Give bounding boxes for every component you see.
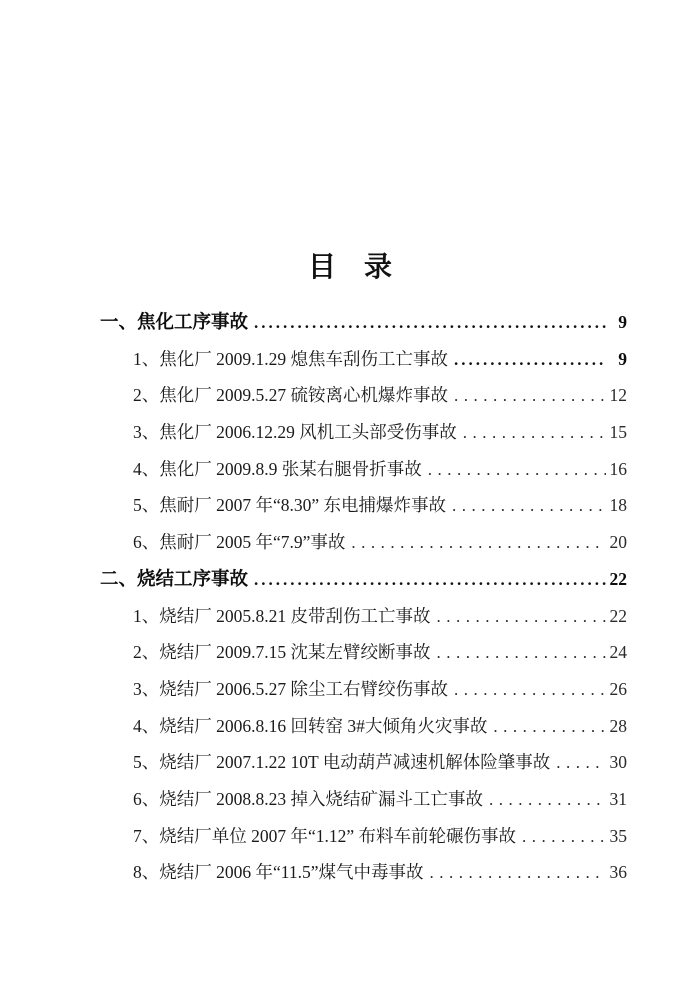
toc-entry-label: 1、烧结厂 2005.8.21 皮带刮伤工亡事故 — [133, 605, 431, 626]
toc-entry[interactable] — [100, 304, 627, 341]
toc-entry-label: 1、焦化厂 2009.1.29 熄焦车刮伤工亡事故 — [133, 348, 448, 369]
toc-page-number: 15 — [609, 422, 627, 443]
toc-page-number: 35 — [609, 825, 627, 846]
toc-entry-label: 二、烧结工序事故 — [100, 569, 249, 590]
toc-entry[interactable] — [100, 634, 627, 671]
toc-page-number: 24 — [609, 642, 627, 663]
toc-page-number: 20 — [609, 532, 627, 553]
toc-page-number: 36 — [609, 862, 627, 883]
toc-entry[interactable] — [100, 708, 627, 745]
toc-entry-label: 6、焦耐厂 2005 年“7.9”事故 — [133, 532, 346, 553]
toc-entry[interactable] — [100, 414, 627, 451]
toc-dot-leader — [437, 598, 607, 636]
toc-dot-leader — [454, 341, 606, 379]
toc-entry-label: 8、烧结厂 2006 年“11.5”煤气中毒事故 — [133, 862, 424, 883]
toc-dot-leader — [463, 414, 606, 452]
toc-entry[interactable] — [100, 341, 627, 378]
toc-entry-label: 3、烧结厂 2006.5.27 除尘工右臂绞伤事故 — [133, 678, 448, 699]
toc-dot-leader — [522, 818, 606, 856]
toc-page-number: 22 — [609, 605, 627, 626]
toc-dot-leader — [489, 781, 606, 819]
toc-entry-label: 2、烧结厂 2009.7.15 沈某左臂绞断事故 — [133, 642, 431, 663]
toc-entry-label: 2、焦化厂 2009.5.27 硫铵离心机爆炸事故 — [133, 385, 448, 406]
toc-entry[interactable] — [100, 487, 627, 524]
toc-entry[interactable] — [100, 671, 627, 708]
toc-page-number: 28 — [609, 715, 627, 736]
toc-entry[interactable] — [100, 598, 627, 635]
toc-entry[interactable] — [100, 781, 627, 818]
toc-dot-leader — [351, 524, 606, 562]
toc-entry[interactable] — [100, 377, 627, 414]
toc-entry-label: 6、烧结厂 2008.8.23 掉入烧结矿漏斗工亡事故 — [133, 788, 483, 809]
page-title: 目 录 — [307, 252, 392, 283]
toc-dot-leader — [254, 305, 606, 342]
toc-dot-leader — [428, 451, 606, 489]
toc-entry[interactable] — [100, 524, 627, 561]
toc-dot-leader — [452, 487, 606, 525]
toc-entry[interactable] — [100, 854, 627, 891]
toc-entry[interactable] — [100, 744, 627, 781]
toc-entry-label: 4、焦化厂 2009.8.9 张某右腿骨折事故 — [133, 458, 422, 479]
toc-list — [0, 304, 700, 891]
toc-page-number: 22 — [609, 568, 627, 589]
toc-page-number: 9 — [618, 312, 627, 332]
toc-page-number: 16 — [609, 458, 627, 479]
toc-entry[interactable] — [100, 818, 627, 855]
toc-entry[interactable] — [100, 561, 627, 598]
toc-entry-label: 5、烧结厂 2007.1.22 10T 电动葫芦减速机解体险肇事故 — [133, 752, 551, 773]
toc-entry[interactable] — [100, 451, 627, 488]
toc-entry-label: 4、烧结厂 2006.8.16 回转窑 3#大倾角火灾事故 — [133, 715, 488, 736]
toc-entry-label: 5、焦耐厂 2007 年“8.30” 东电捕爆炸事故 — [133, 495, 447, 516]
toc-page-number: 30 — [609, 752, 627, 773]
toc-dot-leader — [556, 744, 606, 782]
toc-page-number: 18 — [609, 495, 627, 516]
toc-dot-leader — [493, 708, 606, 746]
toc-entry-label: 7、烧结厂单位 2007 年“1.12” 布料车前轮碾伤事故 — [133, 825, 517, 846]
toc-entry-label: 3、焦化厂 2006.12.29 风机工头部受伤事故 — [133, 422, 457, 443]
toc-entry-label: 一、焦化工序事故 — [100, 313, 249, 333]
toc-page-number: 9 — [618, 348, 627, 369]
toc-page-number: 26 — [609, 678, 627, 699]
toc-dot-leader — [430, 854, 606, 892]
toc-dot-leader — [454, 671, 606, 709]
toc-dot-leader — [437, 634, 607, 672]
toc-page-number: 12 — [609, 385, 627, 406]
toc-page-number: 31 — [609, 788, 627, 809]
toc-dot-leader — [254, 562, 606, 599]
toc-dot-leader — [454, 377, 606, 415]
